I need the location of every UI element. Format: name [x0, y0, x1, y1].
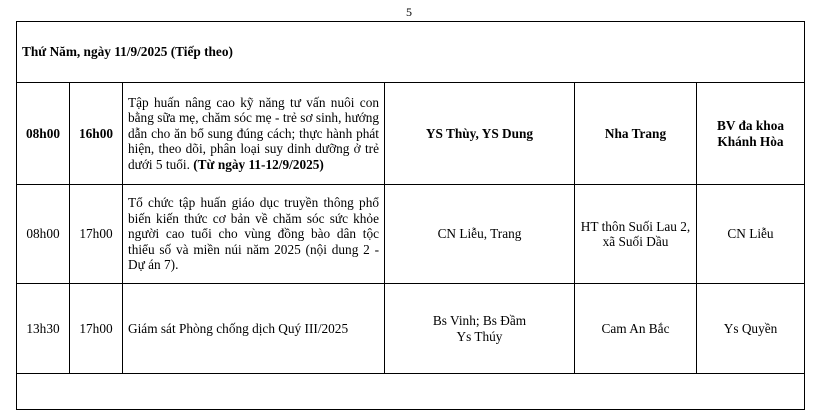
- organizer: CN Liễu: [697, 185, 805, 284]
- location: Cam An Bắc: [575, 284, 697, 374]
- day-header: Thứ Năm, ngày 11/9/2025 (Tiếp theo): [17, 22, 805, 83]
- activity-content: Giám sát Phòng chống dịch Quý III/2025: [123, 284, 385, 374]
- presenter-line: Ys Thúy: [456, 328, 503, 344]
- organizer: BV đa khoa Khánh Hòa: [697, 83, 805, 185]
- table-row: [17, 284, 805, 374]
- location: HT thôn Suối Lau 2, xã Suối Dầu: [575, 185, 697, 284]
- end-time: 17h00: [70, 284, 123, 374]
- table-row: [17, 185, 805, 284]
- end-time: 17h00: [70, 185, 123, 284]
- end-time: 16h00: [70, 83, 123, 185]
- start-time: 13h30: [17, 284, 70, 374]
- activity-content: [123, 83, 385, 185]
- schedule-table: [16, 21, 805, 410]
- presenter: YS Thùy, YS Dung: [385, 83, 575, 185]
- activity-date-note: (Từ ngày 11-12/9/2025): [193, 156, 324, 172]
- start-time: 08h00: [17, 185, 70, 284]
- day-header-row: [17, 22, 805, 83]
- location: Nha Trang: [575, 83, 697, 185]
- activity-content: Tổ chức tập huấn giáo dục truyền thông phổ biến kiến thức cơ bản về chăm sóc sức khỏe người cao tuổi cho vùng đồng bào dân tộc thiểu số và miền núi năm 2025 (nội dung 2 - Dự án 7).: [123, 185, 385, 284]
- start-time: 08h00: [17, 83, 70, 185]
- empty-row: [17, 374, 805, 410]
- page-number: 5: [406, 5, 412, 19]
- empty-cell: [17, 374, 805, 410]
- presenter: CN Liễu, Trang: [385, 185, 575, 284]
- organizer: Ys Quyền: [697, 284, 805, 374]
- presenter-line: Bs Vinh; Bs Đầm: [432, 313, 527, 328]
- table-row: [17, 83, 805, 185]
- activity-text: Tập huấn nâng cao kỹ năng tư vấn nuôi con bằng sữa mẹ, chăm sóc mẹ - trẻ sơ sinh, hướng dẫn cho ăn bổ sung đúng cách; thực hành phát hiện, theo dõi, phân loại suy dinh dưỡng ở trẻ dưới 5 tuổi.: [128, 94, 379, 172]
- presenter: [385, 284, 575, 374]
